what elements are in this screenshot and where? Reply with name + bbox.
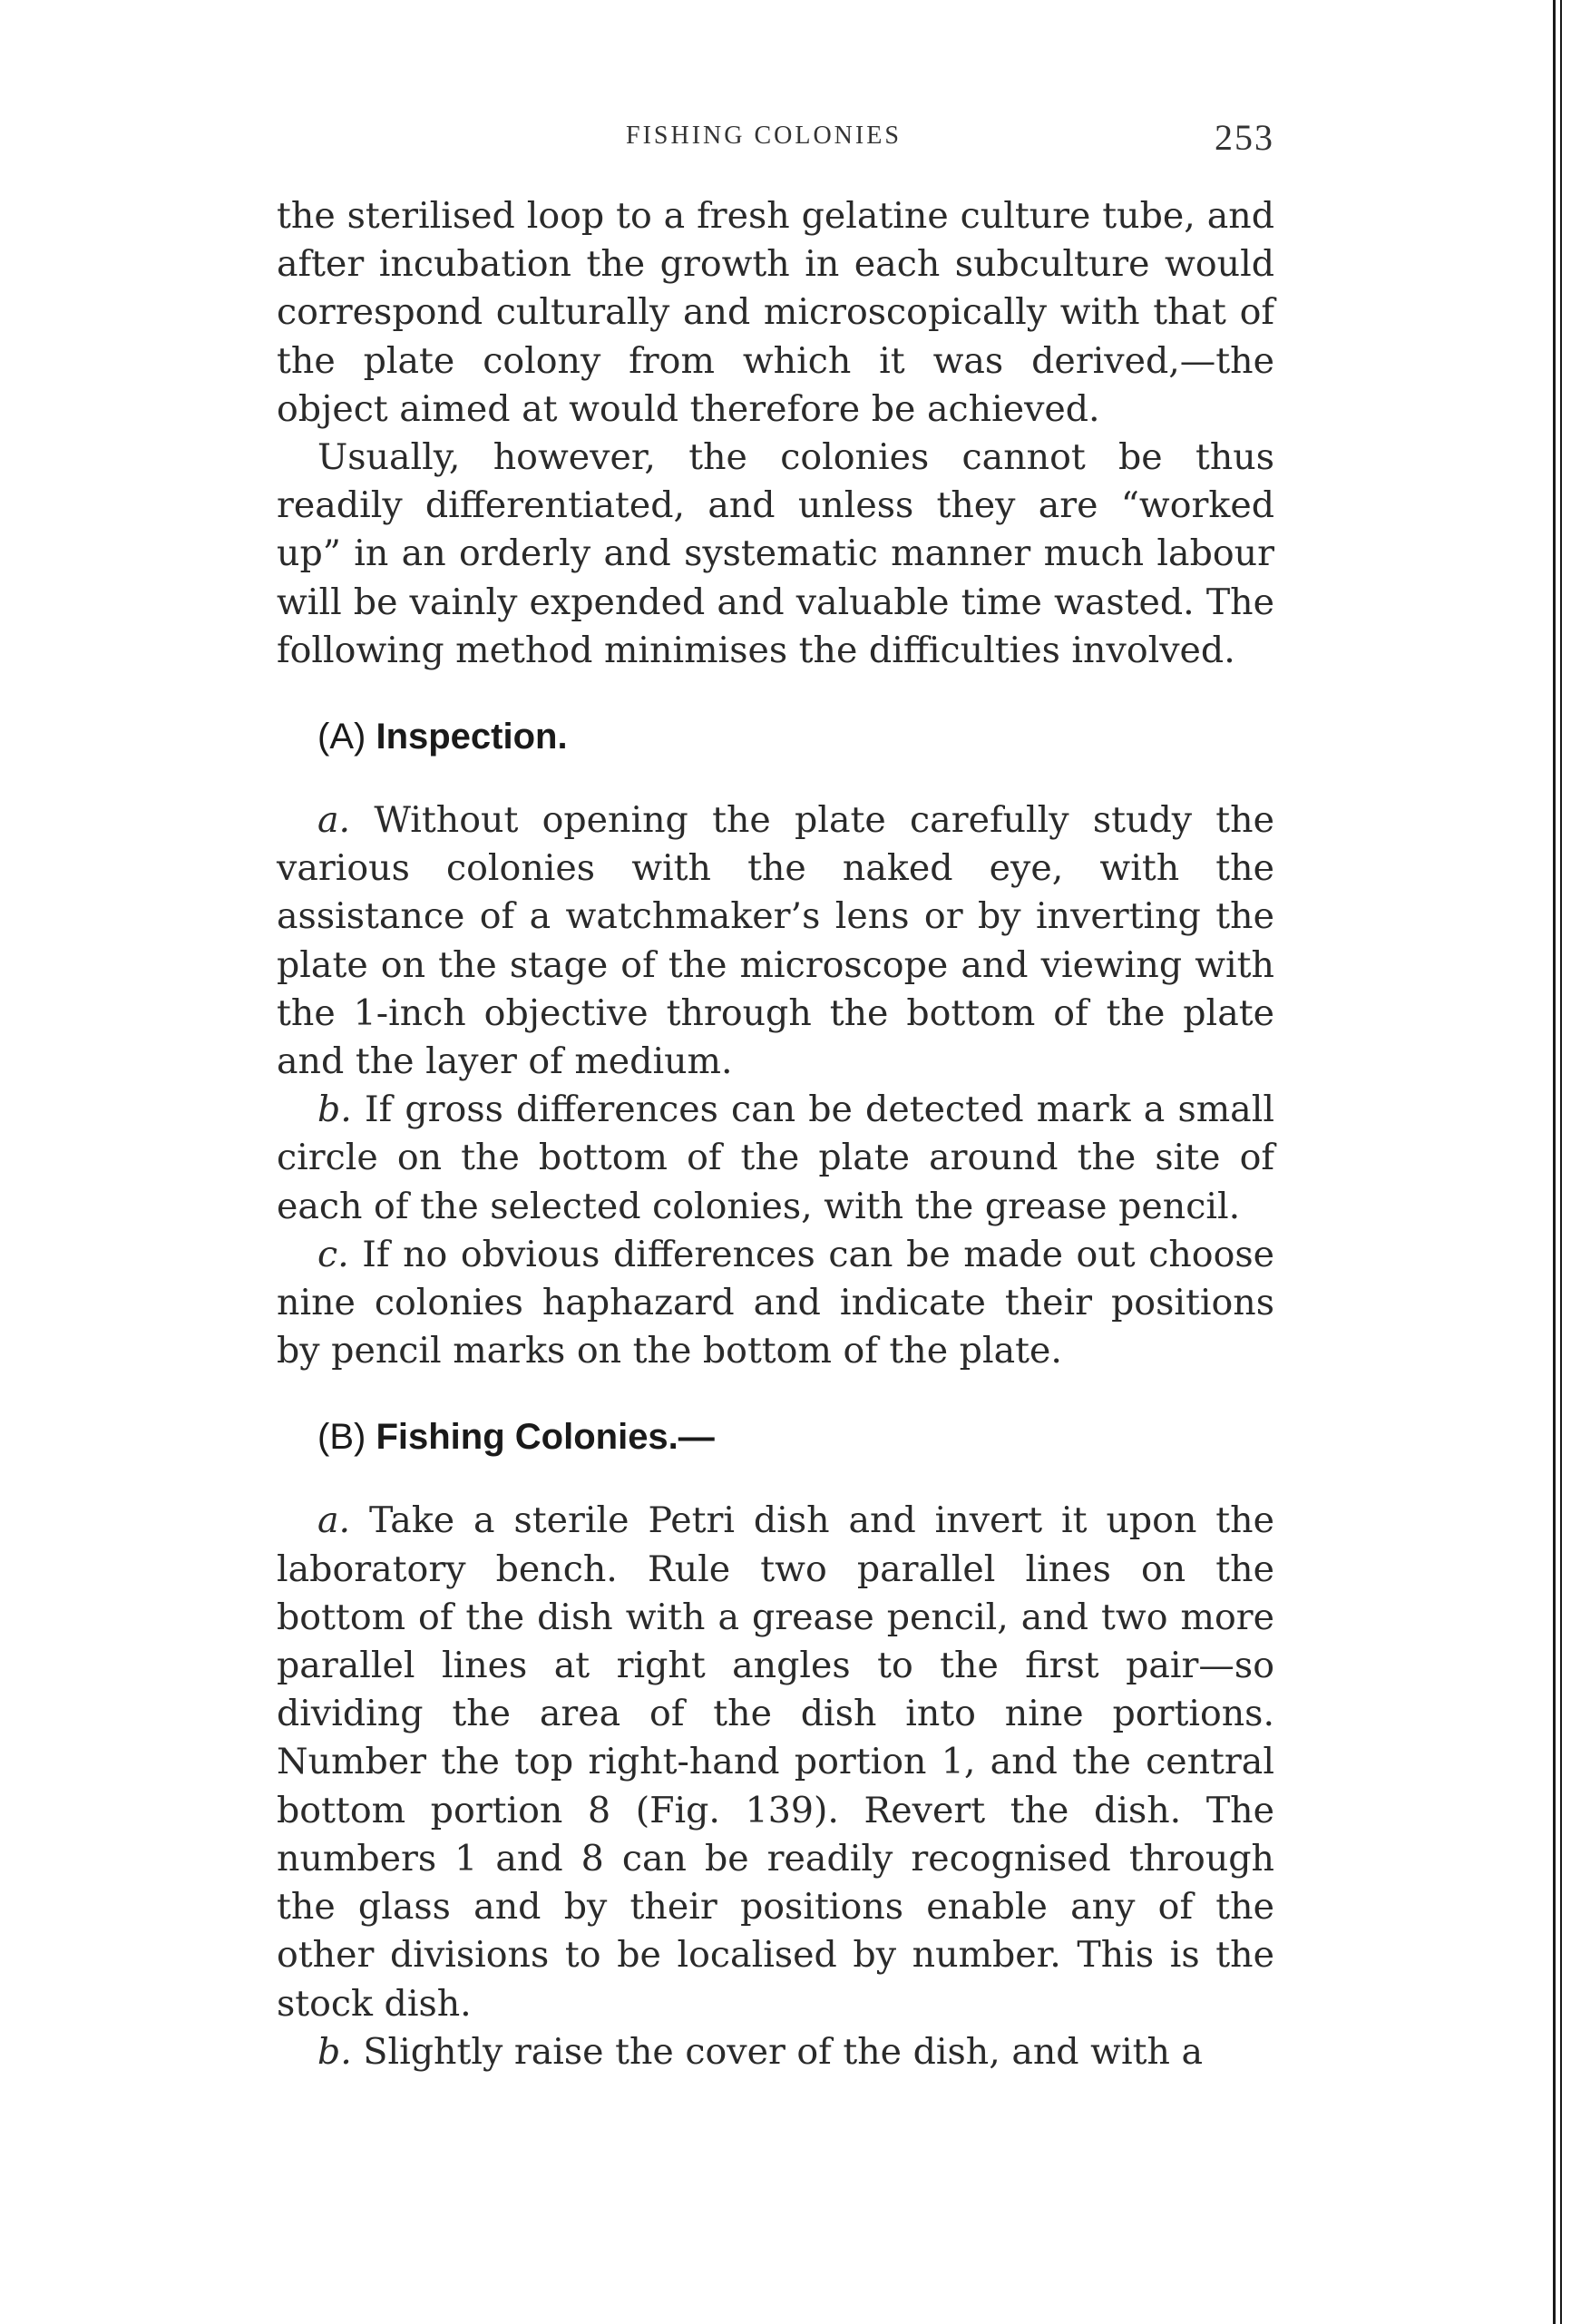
page-edge-line (1560, 0, 1562, 2324)
item-letter: b. (317, 1089, 352, 1131)
page-number: 253 (1215, 117, 1274, 158)
item-text: If gross differences can be detected mark a small circle on the bottom of the plate around the site of each of the selected colonies, with the grease pencil. (277, 1089, 1274, 1227)
page-edge-line (1553, 0, 1556, 2324)
list-item (277, 1086, 1274, 1231)
page-body (277, 192, 1274, 2076)
section-title: Fishing Colonies.— (376, 1417, 715, 1458)
item-letter: c. (317, 1233, 349, 1275)
section-heading (277, 711, 1274, 762)
item-letter: a. (317, 1499, 351, 1542)
item-letter: b. (317, 2030, 352, 2073)
item-text: Slightly raise the cover of the dish, and with a (363, 2030, 1204, 2073)
paragraph: Usually, however, the colonies cannot be thus readily differentiated, and unless they are “worked up” in an orderly and systematic manner much labour will be vainly expended and valuable time wasted. The following method minimises the difficulties involved. (277, 436, 1274, 671)
item-text: Without opening the plate carefully study the various colonies with the naked eye, with the assistance of a watchmaker’s lens or by inverting the plate on the stage of the microscope and viewing with the 1-inch objective through the bottom of the plate and the layer of medium. (277, 799, 1274, 1083)
list-item (277, 2028, 1274, 2076)
section-label: (B) (317, 1417, 366, 1458)
section-label: (A) (317, 717, 366, 757)
item-text: Take a sterile Petri dish and invert it upon the laboratory bench. Rule two parallel lines on the bottom of the dish with a grease pencil, and two more parallel lines at right angles to the first pair—so dividing the area of the dish into nine portions. Number the top right-hand portion 1, and the central bottom portion 8 (Fig. 139). Revert the dish. The numbers 1 and 8 can be readily recognised through the glass and by their positions enable any of the other divisions to be localised by number. This is the stock dish. (277, 1499, 1274, 2025)
list-item (277, 1497, 1274, 2027)
paragraph: the sterilised loop to a fresh gelatine culture tube, and after incubation the growth in each subculture would correspond culturally and microscopically with that of the plate colony from which it was derived,—the object aimed at would therefore be achieved. (277, 195, 1274, 430)
list-item (277, 796, 1274, 1086)
list-item (277, 1231, 1274, 1376)
page-header (277, 116, 1274, 171)
section-heading (277, 1411, 1274, 1462)
running-title: FISHING COLONIES (626, 122, 902, 150)
section-title: Inspection. (376, 717, 568, 757)
item-letter: a. (317, 799, 351, 842)
item-text: If no obvious differences can be made out choose nine colonies haphazard and indicate their positions by pencil marks on the bottom of the plate. (277, 1233, 1275, 1372)
